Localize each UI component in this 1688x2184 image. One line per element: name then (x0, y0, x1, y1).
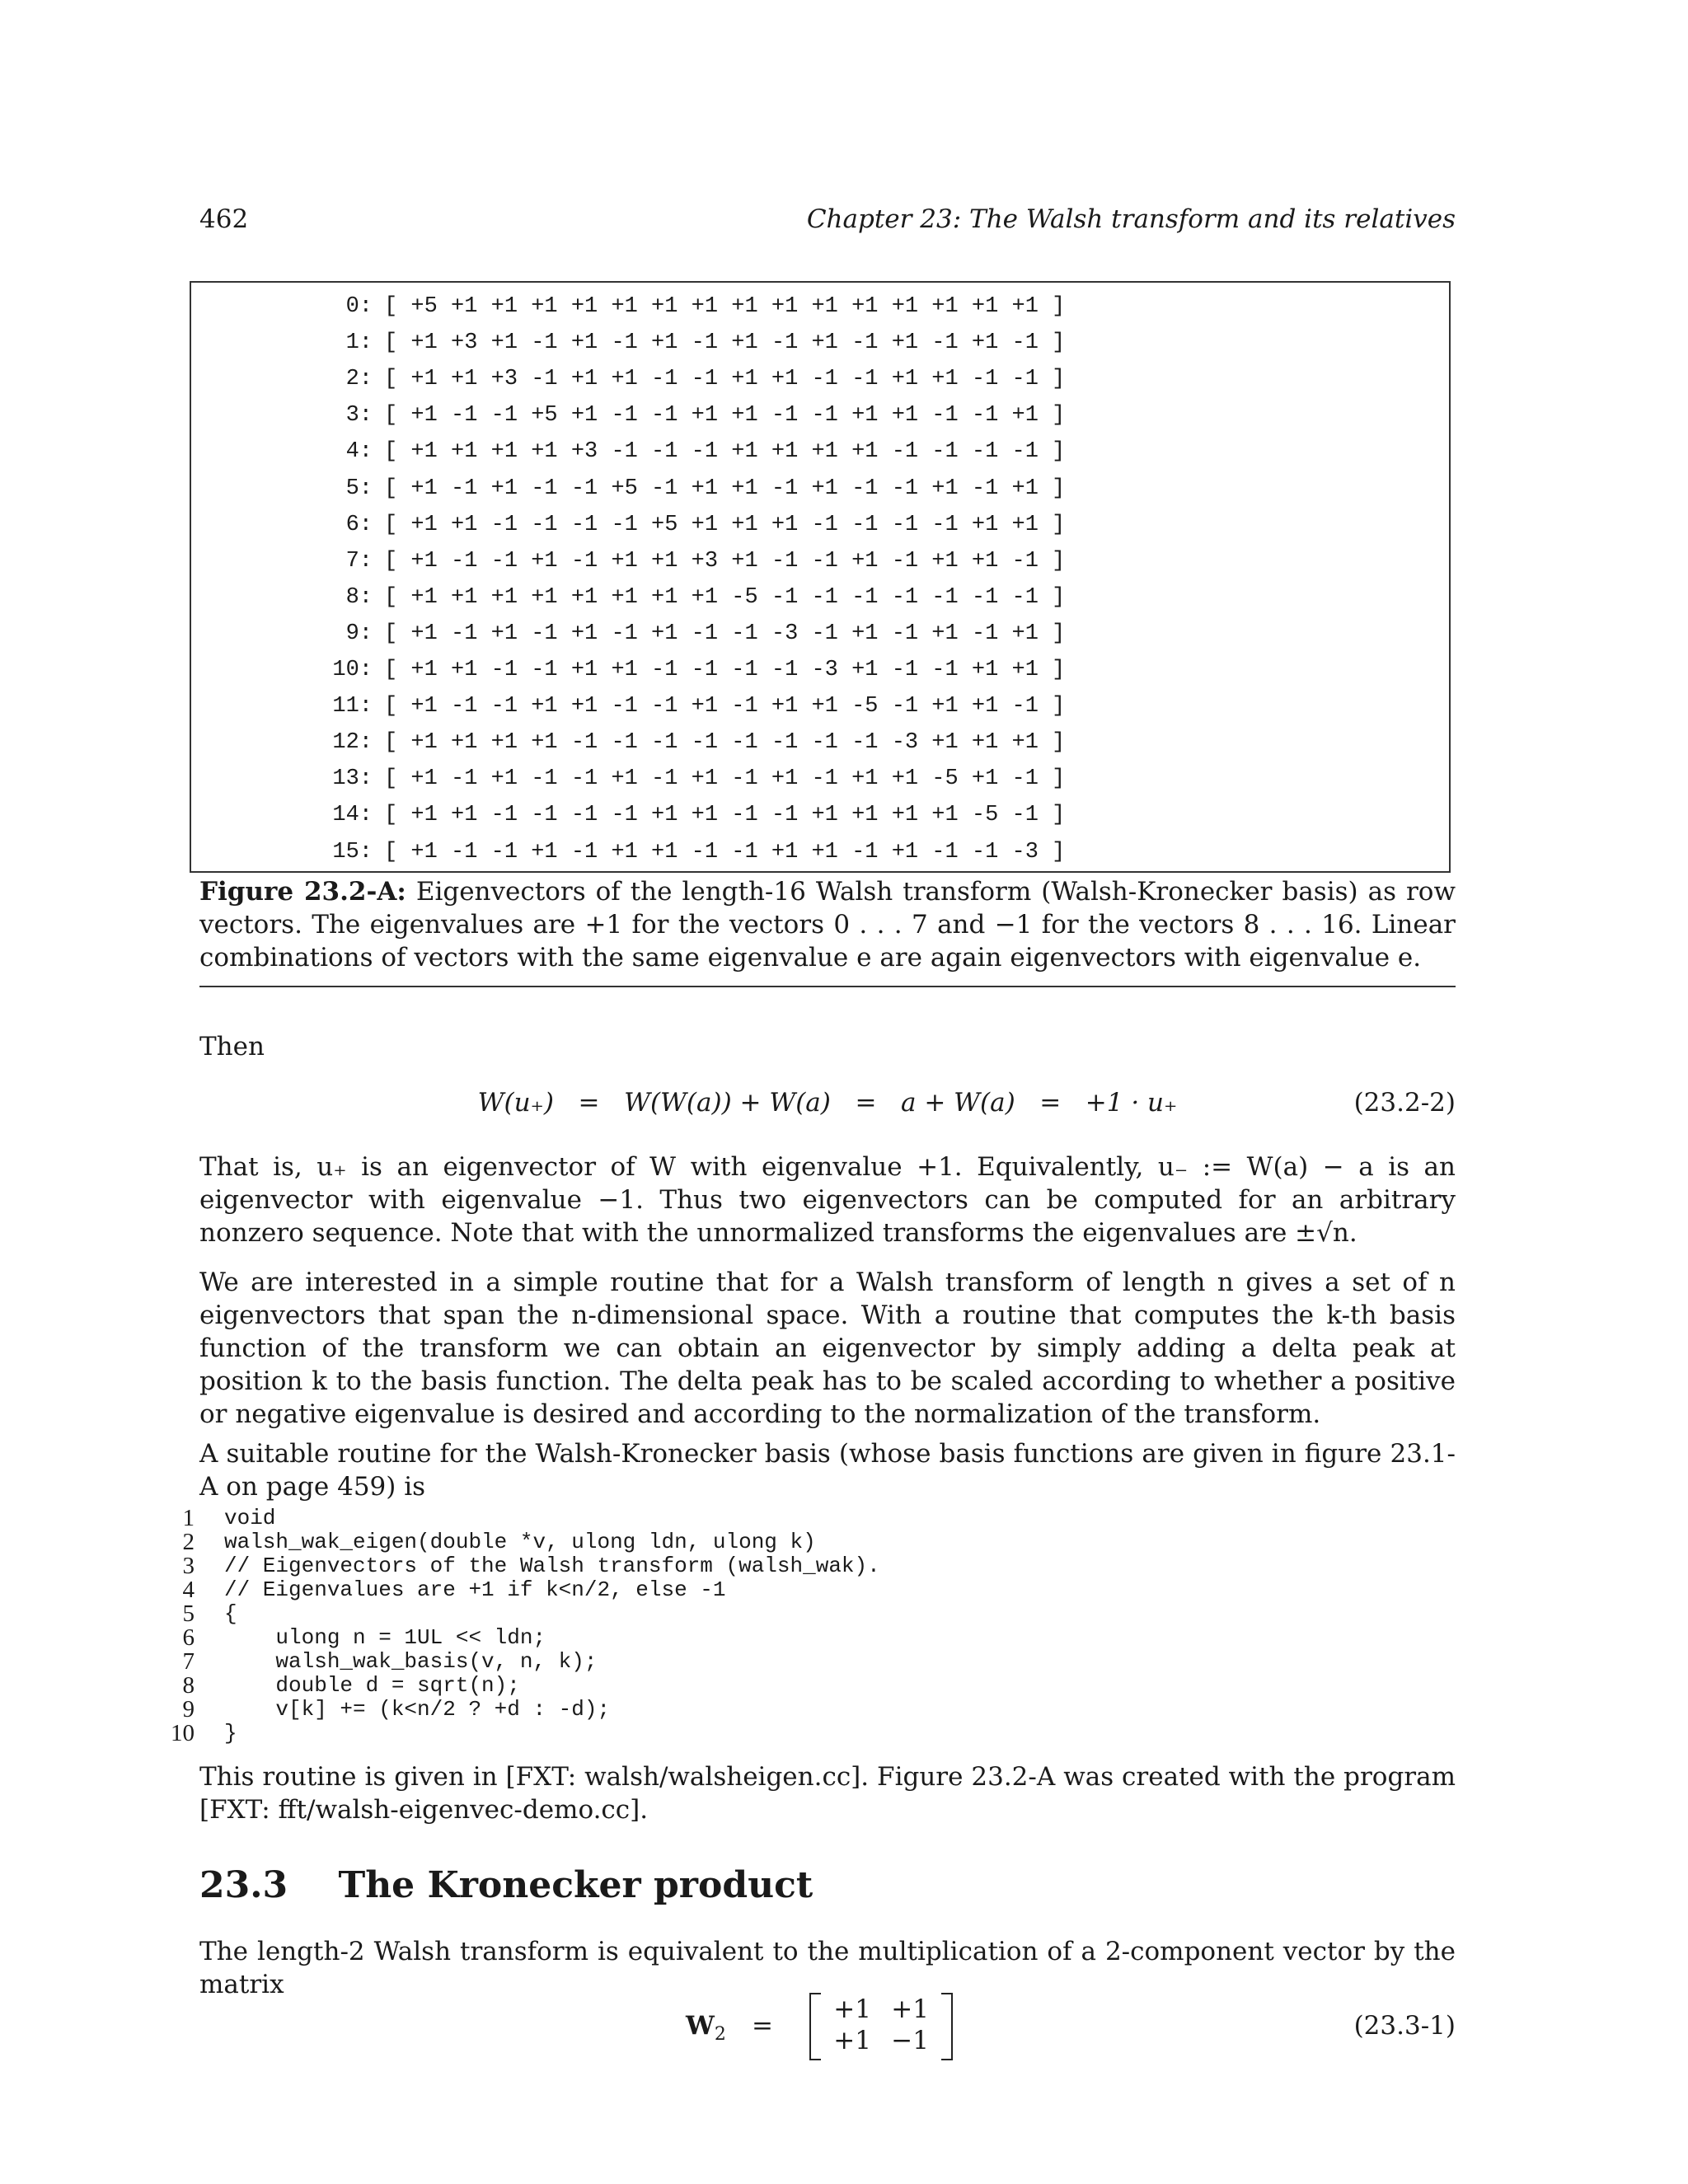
page-number: 462 (199, 204, 249, 234)
line-number: 10 (171, 1720, 195, 1746)
section-heading (199, 1864, 813, 1906)
chapter-title: Chapter 23: The Walsh transform and its relatives (806, 204, 1456, 234)
figure-23-2-A-box (190, 281, 1451, 873)
row-index: 12: (332, 730, 373, 756)
code-line (165, 1674, 1451, 1698)
row-index: 0: (345, 294, 373, 319)
paragraph-suitable-routine: A suitable routine for the Walsh-Kronecker basis (whose basis functions are given in figure 23.1-A on page 459) is (199, 1439, 1456, 1502)
caption-label: Figure 23.2-A: (199, 877, 406, 907)
code-text: walsh_wak_basis(v, n, k); (224, 1649, 598, 1674)
code-text: double d = sqrt(n); (224, 1673, 520, 1698)
line-number: 8 (182, 1672, 195, 1699)
equation-number: (23.2-2) (1353, 1088, 1456, 1118)
code-text: // Eigenvalues are +1 if k<n/2, else -1 (224, 1577, 726, 1602)
row-vector: [ +1 +1 -1 -1 +1 +1 -1 -1 -1 -1 -3 +1 -1 -1 +1 +1 ] (384, 658, 1066, 682)
code-text: { (224, 1601, 237, 1626)
row-index: 11: (332, 694, 373, 719)
row-vector: [ +1 +1 +3 -1 +1 +1 -1 -1 +1 +1 -1 -1 +1 +1 -1 -1 ] (384, 367, 1066, 392)
paragraph-then: Then (199, 1032, 265, 1062)
left-bracket (809, 1993, 821, 2060)
code-listing (165, 1507, 1451, 1746)
row-vector: [ +1 -1 +1 -1 +1 -1 +1 -1 -1 -3 -1 +1 -1 +1 -1 +1 ] (384, 621, 1066, 646)
line-number: 6 (182, 1624, 195, 1651)
equation-number: (23.3-1) (1353, 2011, 1456, 2041)
line-number: 3 (182, 1553, 195, 1579)
line-number: 5 (182, 1601, 195, 1627)
row-index: 15: (332, 839, 373, 865)
code-line (165, 1530, 1451, 1554)
row-index: 1: (345, 330, 373, 356)
code-text: walsh_wak_eigen(double *v, ulong ldn, ulong k) (224, 1530, 816, 1554)
paragraph-routine-idea: We are interested in a simple routine that for a Walsh transform of length n gives a set of n eigenvectors that span the n-dimensional space. With a routine that computes the k-th basis function of the transform we can obtain an eigenvector by simply adding a delta peak at position k to the basis function. The delta peak has to be scaled according to whether a positive or negative eigenvalue is desired and according to the normalization of the transform. (199, 1268, 1456, 1429)
equals-sign: = (752, 2011, 773, 2041)
code-line (165, 1722, 1451, 1746)
row-index: 10: (332, 658, 373, 682)
equation-expression: W(u₊) = W(W(a)) + W(a) = a + W(a) = +1 · u₊ (477, 1088, 1178, 1118)
row-vector: [ +5 +1 +1 +1 +1 +1 +1 +1 +1 +1 +1 +1 +1 +1 +1 +1 ] (384, 294, 1066, 319)
section-number: 23.3 (199, 1864, 288, 1906)
paragraph-eigen-pair: That is, u₊ is an eigenvector of W with eigenvalue +1. Equivalently, u₋ := W(a) − a is an eigenvector with eigenvalue −1. Thus two eigenvectors can be computed for an arbitrary nonzero sequence. Note that with the unnormalized transforms the eigenvalues are ±√n. (199, 1152, 1456, 1248)
code-line (165, 1626, 1451, 1650)
row-index: 6: (345, 512, 373, 537)
row-vector: [ +1 -1 +1 -1 -1 +5 -1 +1 +1 -1 +1 -1 -1 +1 -1 +1 ] (384, 476, 1066, 501)
row-index: 7: (345, 548, 373, 574)
row-index: 8: (345, 584, 373, 610)
matrix-cell-12: +1 (891, 1994, 929, 2024)
matrix-cell-11: +1 (833, 1994, 871, 2024)
matrix-symbol: $W_2$ (686, 2011, 726, 2046)
code-text: // Eigenvectors of the Walsh transform (walsh_wak). (224, 1554, 880, 1578)
section-title: The Kronecker product (338, 1864, 814, 1906)
code-line (165, 1554, 1451, 1578)
code-line (165, 1650, 1451, 1674)
row-vector: [ +1 -1 -1 +5 +1 -1 -1 +1 +1 -1 -1 +1 +1 -1 -1 +1 ] (384, 403, 1066, 429)
row-vector: [ +1 +1 +1 +1 -1 -1 -1 -1 -1 -1 -1 -1 -3 +1 +1 +1 ] (384, 730, 1066, 756)
figure-caption (199, 875, 1456, 974)
equation-23-2-2 (199, 1088, 1456, 1124)
paragraph-fxt-reference: This routine is given in [FXT: walsh/walsheigen.cc]. Figure 23.2-A was created with the program [FXT: fft/walsh-eigenvec-demo.cc]. (199, 1762, 1456, 1825)
line-number: 2 (182, 1529, 195, 1555)
code-line (165, 1698, 1451, 1722)
row-vector: [ +1 -1 -1 +1 +1 -1 -1 +1 -1 +1 +1 -5 -1 +1 +1 -1 ] (384, 694, 1066, 719)
equation-23-3-1 (199, 1993, 1456, 2067)
row-vector: [ +1 -1 -1 +1 -1 +1 +1 +3 +1 -1 -1 +1 -1 +1 +1 -1 ] (384, 548, 1066, 574)
matrix-cell-21: +1 (833, 2026, 871, 2055)
line-number: 7 (182, 1648, 195, 1675)
matrix-cell-22: −1 (891, 2026, 929, 2055)
line-number: 4 (182, 1577, 195, 1603)
row-index: 5: (345, 476, 373, 501)
row-index: 14: (332, 803, 373, 828)
caption-text: Eigenvectors of the length-16 Walsh transform (Walsh-Kronecker basis) as row vectors. The eigenvalues are +1 for the vectors 0 . . . 7 and −1 for the vectors 8 . . . 16. Linear combinations of vectors with the same eigenvalue e are again eigenvectors with eigenvalue e. (199, 877, 1456, 972)
row-vector: [ +1 +3 +1 -1 +1 -1 +1 -1 +1 -1 +1 -1 +1 -1 +1 -1 ] (384, 330, 1066, 356)
line-number: 1 (182, 1505, 195, 1531)
code-text: ulong n = 1UL << ldn; (224, 1625, 546, 1650)
code-text: v[k] += (k<n/2 ? +d : -d); (224, 1697, 611, 1722)
right-bracket (941, 1993, 953, 2060)
row-vector: [ +1 -1 +1 -1 -1 +1 -1 +1 -1 +1 -1 +1 +1 -5 +1 -1 ] (384, 766, 1066, 792)
caption-rule (199, 986, 1456, 987)
row-vector: [ +1 +1 -1 -1 -1 -1 +1 +1 -1 -1 +1 +1 +1 +1 -5 -1 ] (384, 803, 1066, 828)
code-text: void (224, 1506, 276, 1530)
row-index: 3: (345, 403, 373, 429)
row-index: 13: (332, 766, 373, 792)
row-vector: [ +1 +1 -1 -1 -1 -1 +5 +1 +1 +1 -1 -1 -1 -1 +1 +1 ] (384, 512, 1066, 537)
row-index: 4: (345, 439, 373, 465)
row-vector: [ +1 +1 +1 +1 +3 -1 -1 -1 +1 +1 +1 +1 -1 -1 -1 -1 ] (384, 439, 1066, 465)
running-header (199, 204, 1456, 241)
code-text: } (224, 1721, 237, 1746)
paragraph-length-2: The length-2 Walsh transform is equivalent to the multiplication of a 2-component vector by the matrix (199, 1937, 1456, 1999)
code-line (165, 1507, 1451, 1530)
row-vector: [ +1 +1 +1 +1 +1 +1 +1 +1 -5 -1 -1 -1 -1 -1 -1 -1 ] (384, 584, 1066, 610)
code-line (165, 1578, 1451, 1602)
row-index: 2: (345, 367, 373, 392)
row-index: 9: (345, 621, 373, 646)
code-line (165, 1602, 1451, 1626)
row-vector: [ +1 -1 -1 +1 -1 +1 +1 -1 -1 +1 +1 -1 +1 -1 -1 -3 ] (384, 839, 1066, 865)
line-number: 9 (182, 1696, 195, 1722)
